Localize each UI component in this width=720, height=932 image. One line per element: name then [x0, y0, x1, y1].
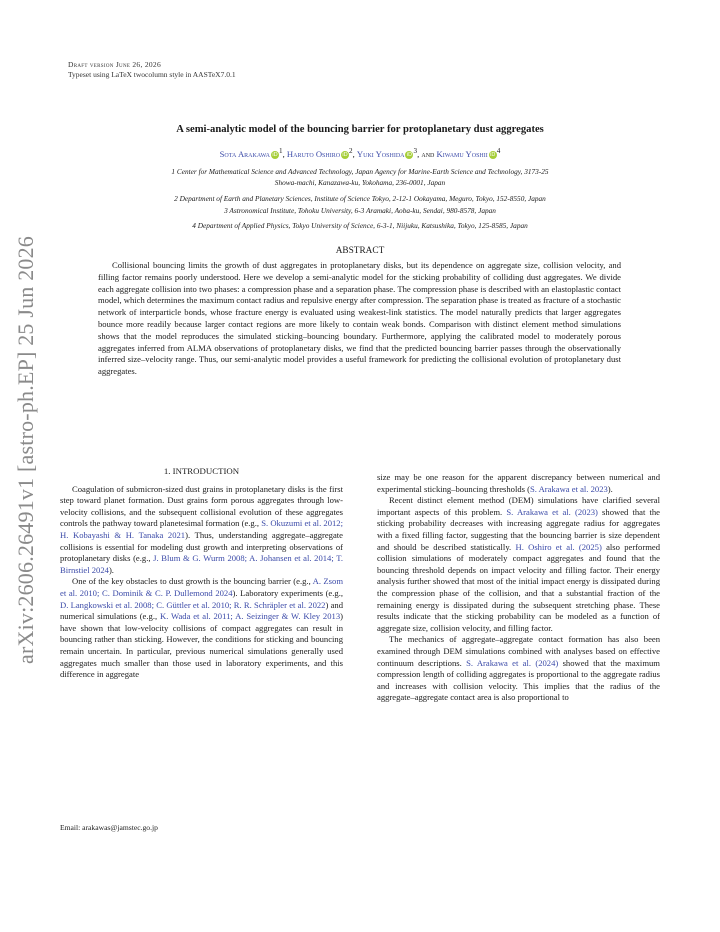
author-name: Kiwamu Yoshii [436, 148, 488, 159]
author[interactable] [437, 149, 501, 159]
text-run: ). Thus, understanding aggregate–aggregate collisions is essential for modeling dust growth and interpreting observations of protoplanetary disks (e.g., [60, 529, 343, 564]
text-run: showed that the sticking probability decreases with increasing aggregate radius for aggregates with a fixed filling factor, suggesting that the bouncing barrier is size dependent and should be described statistically. [377, 506, 661, 552]
orcid-icon[interactable]: iD [272, 151, 278, 158]
paragraph [377, 634, 660, 704]
page-header [68, 60, 236, 80]
orcid-icon[interactable]: iD [490, 151, 496, 158]
arxiv-identifier: arXiv:2606.26491v1 [astro-ph.EP] 25 Jun 2026 [13, 236, 38, 664]
arxiv-sidebar [6, 220, 46, 680]
text-run: also performed collision simulations of moderately compact aggregates and found that the bouncing threshold depends on impact velocity and filling factor. Their energy analysis further showed that most of the initial impact energy is dissipated during the compression phase of the collision, and that a substantial fraction of the remaining energy is dissipated during the subsequent stretching phase. These results indicate that the sticking probability can be modeled as a function of aggregate size, collision velocity, and filling factor. [377, 541, 660, 633]
affiliation-1: 1 Center for Mathematical Science and Advanced Technology, Japan Agency for Marine-Earth Science and Technology, 3173-25 [171, 167, 549, 176]
right-column [377, 472, 660, 704]
paragraph [60, 484, 343, 577]
author-name: Haruto Oshiro [286, 148, 341, 159]
text-run: showed that the maximum compression length of colliding aggregates is proportional to the aggregate radius and increases with collision velocity. This implies that the radius of the aggregate–aggregate contact area is also proportional to [377, 657, 660, 703]
text-run: The mechanics of aggregate–aggregate contact formation has also been examined through DEM simulations combined with analyses based on effective continuum descriptions. [377, 634, 660, 668]
author-name: Sota Arakawa [219, 148, 271, 159]
text-run: ). [607, 483, 613, 494]
text-run: One of the key obstacles to dust growth is the bouncing barrier (e.g., [72, 576, 313, 587]
citation-link[interactable]: S. Okuzumi et al. 2012; H. Kobayashi & H. Tanaka 2021 [60, 518, 343, 540]
author[interactable] [220, 149, 283, 159]
author-name: Yuki Yoshida [356, 148, 405, 159]
author-list: Sota Arakawa $iD^1$, Haruto Oshiro $iD^2$, Yuki Yoshida $iD^3$, and Kiwamu Yoshii $iD^4$ [219, 147, 501, 159]
text-run: ) and numerical simulations (e.g., [60, 599, 343, 622]
citation-link[interactable]: K. Wada et al. 2011; A. Seizinger & W. Kley 2013 [159, 611, 341, 622]
section-heading: 1. INTRODUCTION [163, 466, 240, 476]
citation-link[interactable]: H. Oshiro et al. (2025) [515, 541, 602, 552]
citation-link[interactable]: S. Arakawa et al. 2023 [529, 483, 608, 494]
text-run: ). Laboratory experiments (e.g., [232, 587, 343, 598]
paper-title: A semi-analytic model of the bouncing barrier for protoplanetary dust aggregates [176, 124, 544, 135]
left-column [60, 466, 343, 681]
author[interactable] [287, 149, 353, 159]
citation-link[interactable]: S. Arakawa et al. (2024) [466, 657, 559, 668]
affiliation-1-cont: Showa-machi, Kanazawa-ku, Yokohama, 236-0001, Japan [274, 178, 446, 187]
author-affil-mark: 1 [279, 147, 283, 155]
draft-version: Draft version June 26, 2026 [68, 60, 162, 69]
paragraph [377, 495, 660, 634]
paragraph [377, 472, 660, 495]
text-run: ) have shown that low-velocity collisions of compact aggregates can result in bouncing rather than sticking. However, the conditions for sticking and bouncing remain uncertain. In particular, previous numerical simulations generally used aggregates much smaller than those used in laboratory experiments, and this difference in aggregate [60, 611, 343, 680]
paragraph [60, 576, 343, 680]
author-affil-mark: 4 [496, 147, 501, 155]
citation-link[interactable]: A. Zsom et al. 2010; C. Dominik & C. P. Dullemond 2024 [60, 576, 343, 598]
typeset-line: Typeset using LaTeX twocolumn style in AASTeX7.0.1 [68, 70, 236, 79]
text-run: Recent distinct element method (DEM) simulations have clarified several important aspects of this problem. [377, 495, 660, 517]
affiliation-4: 4 Department of Applied Physics, Tokyo University of Science, 6-3-1, Niijuku, Katsushika, Tokyo, 125-8585, Japan [192, 221, 528, 230]
citation-link[interactable]: D. Langkowski et al. 2008; C. Güttler et al. 2010; R. R. Schräpler et al. 2022 [60, 599, 326, 610]
abstract-text: Collisional bouncing limits the growth of dust aggregates in protoplanetary disks, but its dependence on aggregate size, collision velocity, and filling factor remains poorly understood. Here we develop a semi-analytic model for the sticking probability of colliding dust aggregates. We divide each aggregate collision into two phases: a compression phase and a separation phase. The compression phase is described with an elastoplastic contact model, which determines the maximum contact radius and repulsive energy after compression. The separation phase is treated as fracture of a stochastic network of interparticle bonds, whose fracture energy is evaluated using weakest-link statistics. The model naturally predicts that larger aggregates bounce more readily because larger contact regions are more likely to contain weak bonds. Comparison with distinct element method simulations shows that the model reproduces the simulated sticking–bouncing boundary. Furthermore, applying the calibrated model to moderately porous aggregates inferred from ALMA observations of protoplanetary disks, we find that the predicted bouncing barrier passes through the observationally inferred size–velocity range. Thus, our semi-analytic model provides a useful framework for predicting the collisional evolution of protoplanetary dust aggregates. [98, 260, 622, 377]
orcid-icon[interactable]: iD [342, 151, 348, 158]
author-affil-mark: 3 [413, 147, 418, 155]
text-run: size may be one reason for the apparent discrepancy between numerical and experimental sticking–bouncing thresholds ( [377, 472, 660, 494]
author[interactable] [357, 149, 417, 159]
orcid-icon[interactable]: iD [406, 151, 413, 158]
citation-link[interactable]: S. Arakawa et al. (2023) [506, 506, 598, 517]
author-affil-mark: 2 [349, 147, 353, 155]
text-run: ). [108, 564, 114, 575]
citation-link[interactable]: J. Blum & G. Wurm 2008; A. Johansen et al. 2014; T. Birnstiel 2024 [60, 553, 343, 575]
affiliation-3: 3 Astronomical Institute, Tohoku University, 6-3 Aramaki, Aoba-ku, Sendai, 980-8578, Japan [224, 206, 496, 215]
abstract-heading: ABSTRACT [335, 246, 385, 256]
authors-conjunction: and [421, 148, 435, 159]
text-run: Coagulation of submicron-sized dust grains in protoplanetary disks is the first step toward planet formation. Dust grains form porous aggregates through low-velocity collisions, and the subsequent collisional evolution of these aggregates controls the pathway toward planetesimal formation (e.g., [60, 483, 343, 529]
affiliation-2: 2 Department of Earth and Planetary Sciences, Institute of Science Tokyo, 2-12-1 Ookayama, Meguro, Tokyo, 152-8550, Japan [174, 194, 546, 203]
email-footnote: Email: arakawas@jamstec.go.jp [60, 823, 158, 832]
